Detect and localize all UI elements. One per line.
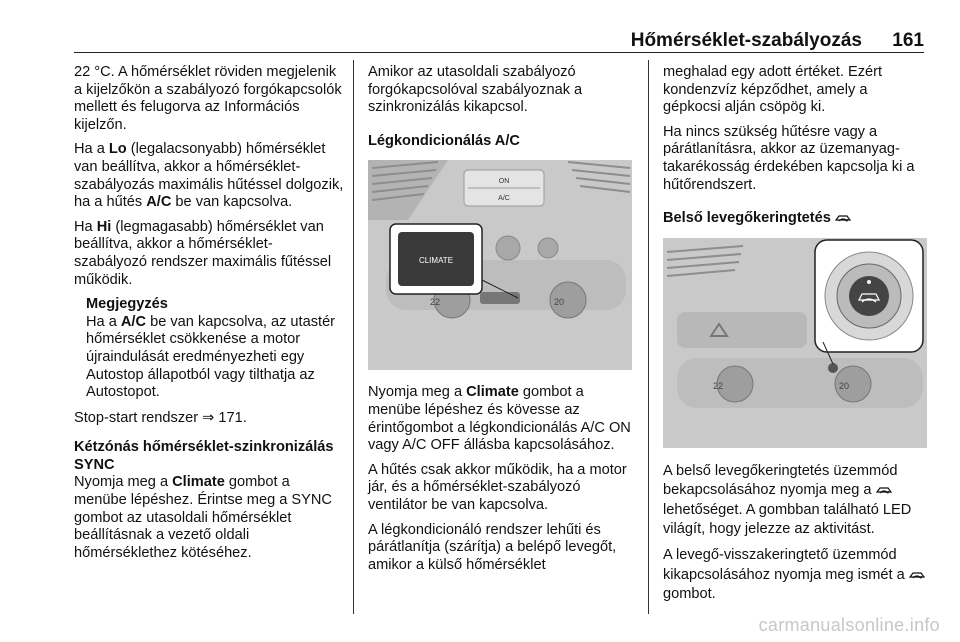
recirculation-icon bbox=[909, 570, 925, 580]
recirculation-icon bbox=[835, 213, 851, 223]
page-header bbox=[74, 30, 924, 52]
recirculation-control-illustration bbox=[663, 238, 927, 448]
on-button-label: ON bbox=[498, 178, 510, 186]
section-heading-sync: Kétzónás hőmérséklet-szinkronizálás SYNC bbox=[74, 439, 334, 473]
paragraph: A légkondicionáló rendszer lehűti és párátlanítja (szárítja) a belépő levegőt, amikor a külső hőmérséklet bbox=[368, 521, 617, 573]
temp-left-label: 22 bbox=[713, 380, 724, 391]
column-divider-1 bbox=[353, 60, 354, 614]
note-box: Megjegyzés Ha a A/C be van kapcsolva, az utastér hőmérséklet csökkenése a motor újraindulását eredményezheti egy Autostop állapotból vagy tilthatja az Autostopot. bbox=[74, 296, 344, 402]
cross-reference-link[interactable]: Stop-start rendszer ⇒ 171. bbox=[74, 409, 247, 426]
paragraph: Nyomja meg a Climate gombot a menübe lépéshez. Érintse meg a SYNC gombot az utasoldali hőmérséklet beállításnak a vezető oldali hőmérséklethez kötéséhez. bbox=[74, 474, 332, 561]
section-heading-ac: Légkondicionálás A/C bbox=[368, 132, 520, 149]
section-heading-recirc: Belső levegőkeringtetés bbox=[663, 210, 927, 228]
temp-left-label: 22 bbox=[430, 297, 441, 308]
temp-right-label: 20 bbox=[554, 297, 565, 308]
column-1 bbox=[74, 64, 344, 569]
column-3 bbox=[663, 64, 927, 612]
watermark: carmanualsonline.info bbox=[758, 615, 940, 635]
ac-button-label: A/C bbox=[498, 195, 510, 203]
paragraph: A levegő-visszakeringtető üzemmód kikapcsolásához nyomja meg ismét a gombot. bbox=[663, 546, 927, 604]
paragraph: Nyomja meg a Climate gombot a menübe lépéshez és kövesse az érintőgombot a légkondicionálás A/C ON vagy A/C OFF állásba kapcsolásához. bbox=[368, 384, 631, 454]
paragraph: A hűtés csak akkor működik, ha a motor jár, és a hőmérséklet-szabályozó ventilátor be van kapcsolva. bbox=[368, 461, 627, 513]
paragraph: Amikor az utasoldali szabályozó forgókapcsolóval szabályoznak a szinkronizálás kikapcsol. bbox=[368, 64, 583, 116]
paragraph: 22 °C. A hőmérséklet röviden megjelenik a kijelzőkön a szabályozó forgókapcsolók mellett és felugorva az Információs kijelzőn. bbox=[74, 64, 342, 133]
temp-right-label: 20 bbox=[839, 380, 850, 391]
paragraph: Ha nincs szükség hűtésre vagy a párátlanításra, akkor az üzemanyag-takarékosság érdekében kapcsolja ki a hűtőrendszert. bbox=[663, 123, 915, 193]
column-divider-2 bbox=[648, 60, 649, 614]
paragraph: meghalad egy adott értéket. Ezért kondenzvíz képződhet, amely a gépkocsi alján csöpög ki. bbox=[663, 64, 883, 116]
ac-control-illustration bbox=[368, 160, 632, 370]
paragraph: Ha a Lo (legalacsonyabb) hőmérséklet van beállítva, akkor a hőmérséklet-szabályozás maximális hűtéssel dolgozik, ha a hűtés A/C be van kapcsolva. bbox=[74, 141, 344, 211]
page-title: Hőmérséklet-szabályozás bbox=[630, 30, 862, 51]
climate-button-label: CLIMATE bbox=[418, 256, 454, 266]
recirculation-icon bbox=[876, 485, 892, 495]
paragraph: A belső levegőkeringtetés üzemmód bekapcsolásához nyomja meg a lehetőséget. A gombban található LED világít, hogy jelezze az aktivitást. bbox=[663, 462, 912, 537]
paragraph: Ha Hi (legmagasabb) hőmérséklet van beállítva, akkor a hőmérséklet-szabályozó rendszer maximális fűtéssel működik. bbox=[74, 218, 332, 288]
note-title: Megjegyzés bbox=[86, 296, 168, 313]
page-number: 161 bbox=[892, 30, 924, 51]
column-2 bbox=[368, 64, 640, 581]
header-rule bbox=[74, 52, 924, 53]
